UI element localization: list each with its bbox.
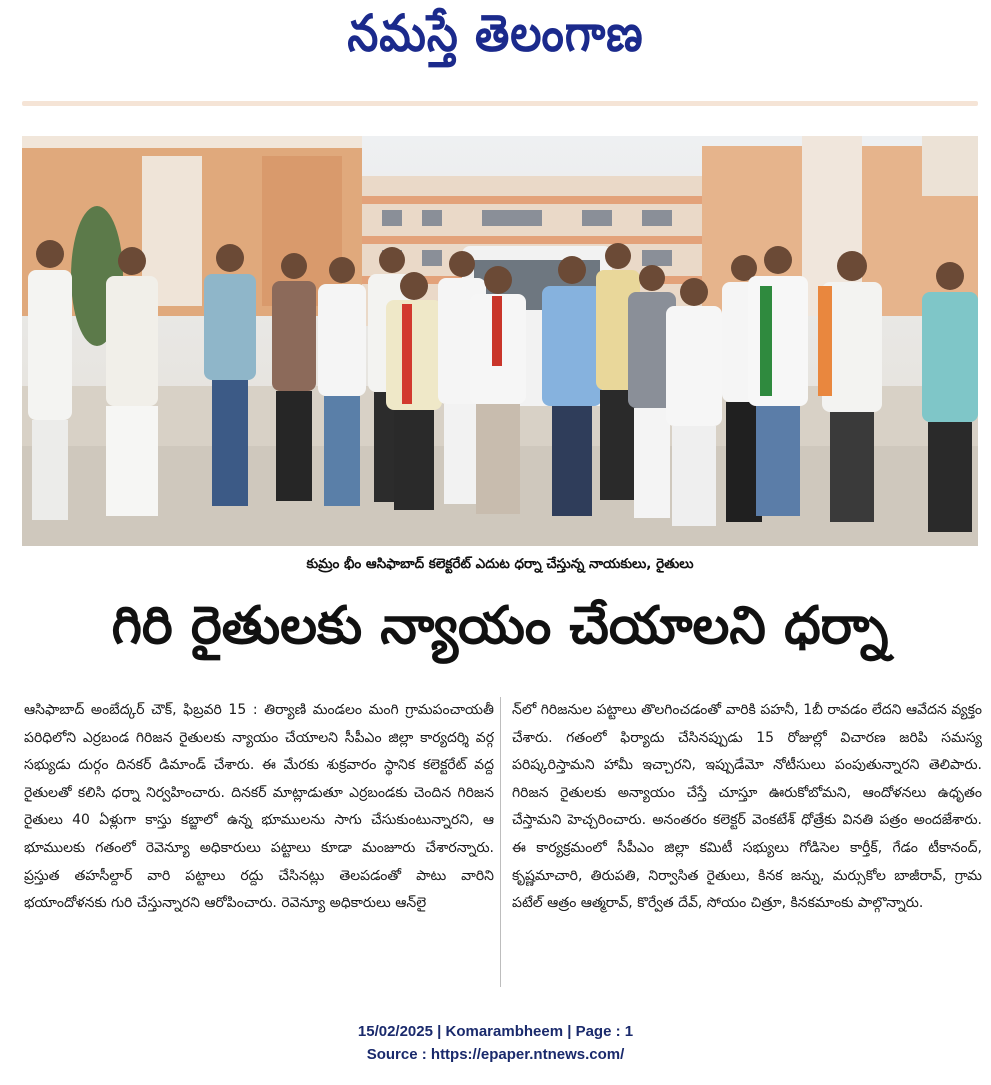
- group-photo-illustration: [22, 136, 978, 546]
- footer-date-edition: 15/02/2025 | Komarambheem | Page : 1: [357, 1023, 634, 1040]
- masthead-rule: [22, 101, 978, 106]
- column-divider: [500, 697, 501, 987]
- masthead-title: నమస్తే తెలంగాణ: [347, 4, 644, 63]
- article-column-right: న్‌లో గిరిజనుల పట్టాలు తొలగించడంతో వారికి పహనీ, 1బీ రావడం లేదని ఆవేదన వ్యక్తం చేశారు. గతంలో ఫిర్యాదు చేసినప్పుడు 15 రోజుల్లో విచారణ జరిపి సమస్య పరిష్కరిస్తామని హామీ ఇచ్చారని, ఇప్పుడేమో నోటీసులు పంపుతున్నారని తెలిపారు. గిరిజన రైతులకు అన్యాయం చేస్తే చూస్తూ ఊరుకోబోమని, ఆందోళనలు ఉధృతం చేస్తామని హెచ్చరించారు. అనంతరం కలెక్టర్ వెంకటేశ్ ధోత్రేకు వినతి పత్రం అందజేశారు. ఈ కార్యక్రమంలో సీపీఎం జిల్లా కమిటీ సభ్యులు గోడిసెల కార్తీక్, గేడం టీకానంద్, కృష్ణమాచారి, తిరుపతి, నిర్వాసిత రైతులు, కినక జన్ను, మర్సుకోల బాజీరావ్, గ్రామ పటేల్ ఆత్రం ఆత్మరావ్, కొర్వేత దేవ్, సోయం చిత్రూ, కినకమాంకు పాల్గొన్నారు.: [512, 702, 982, 912]
- footer-source: Source : https://epaper.ntnews.com/: [366, 1046, 625, 1063]
- masthead: [0, 0, 991, 80]
- article-column-left: ఆసిఫాబాద్ అంబేద్కర్ చౌక్, ఫిబ్రవరి 15 : తిర్యాణి మండలం మంగి గ్రామపంచాయతీ పరిధిలోని ఎర్రబండ గిరిజన రైతులకు న్యాయం చేయాలని సీపీఎం జిల్లా కార్యదర్శి వర్గ సభ్యుడు దుర్గం దినకర్ డిమాండ్ చేశారు. ఈ మేరకు శుక్రవారం స్థానిక కలెక్టరేట్ వద్ద రైతులతో కలిసి ధర్నా నిర్వహించారు. దినకర్ మాట్లాడుతూ ఎర్రబండకు చెందిన గిరిజన రైతులు 40 ఏళ్లుగా కాస్తు కబ్జాలో ఉన్న భూములను సాగు చేసుకుంటున్నారని, ఆ భూములకు గతంలో రెవెన్యూ అధికారులు పట్టాలు కూడా మంజూరు చేశారన్నారు. ప్రస్తుత తహసీల్దార్ వారి పట్టాలు రద్దు చేసినట్లు తెలపడంతో పాటు వారిని భయాందోళనకు గురి చేస్తున్నారని ఆరోపించారు. రెవెన్యూ అధికారులు ఆన్‌లై: [24, 702, 494, 912]
- news-photo: [22, 136, 978, 546]
- article-headline: గిరి రైతులకు న్యాయం చేయాలని ధర్నా: [111, 595, 889, 656]
- photo-caption: కుమ్రం భీం ఆసిఫాబాద్ కలెక్టరేట్ ఎదుట ధర్నా చేస్తున్న నాయకులు, రైతులు: [306, 556, 694, 572]
